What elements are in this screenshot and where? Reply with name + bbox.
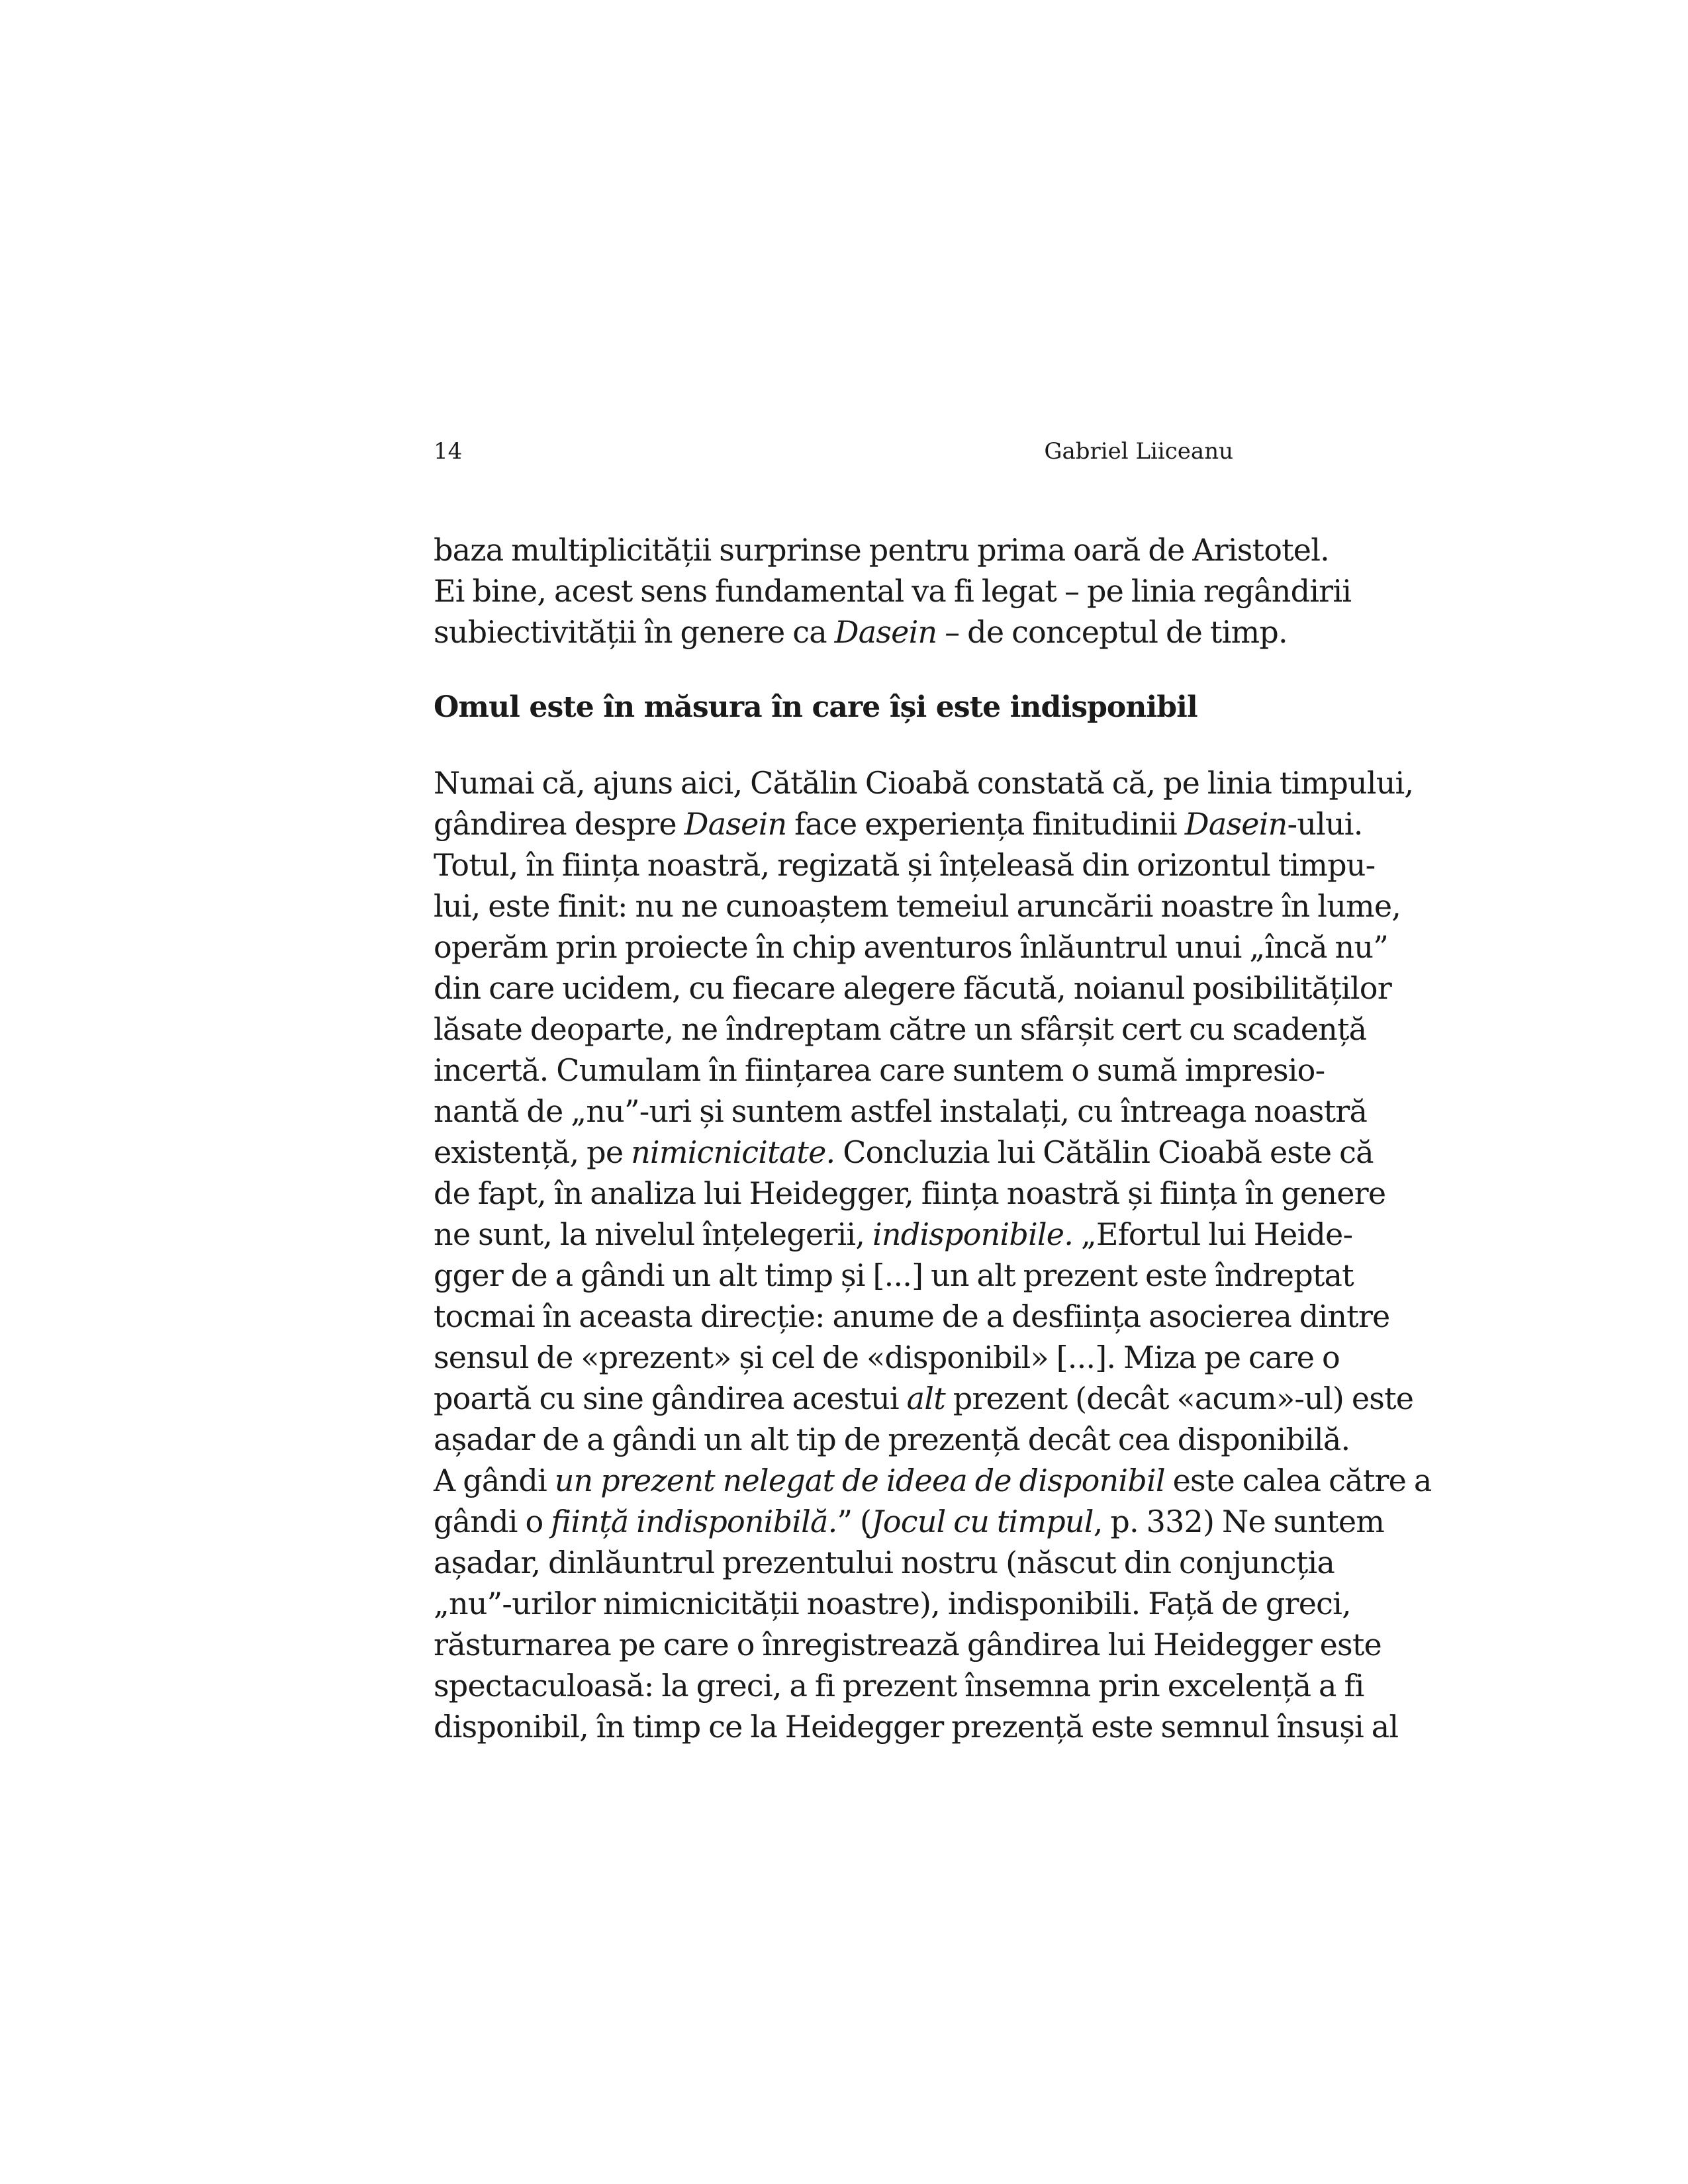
- italic-text: alt: [906, 1381, 945, 1416]
- text-line: gândirea despre Dasein face experiența finitudinii Dasein-ului.: [434, 806, 1363, 842]
- text-line: baza multiplicității surprinse pentru prima oară de Aristotel.: [434, 532, 1329, 568]
- running-head-author: Gabriel Liiceanu: [1044, 438, 1233, 465]
- text-line: disponibil, în timp ce la Heidegger prezență este semnul însuși al: [434, 1709, 1399, 1745]
- text-line: nantă de „nu”-uri și suntem astfel instalați, cu întreaga noastră: [434, 1093, 1368, 1129]
- italic-text: Jocul cu timpul: [871, 1504, 1094, 1539]
- paragraph-1: [434, 529, 1352, 653]
- text-line: lăsate deoparte, ne îndreptam către un sfârșit cert cu scadență: [434, 1011, 1367, 1047]
- text-line: așadar, dinlăuntrul prezentului nostru (născut din conjuncția: [434, 1545, 1335, 1580]
- italic-text: Dasein: [834, 614, 937, 650]
- running-head: [434, 432, 1233, 471]
- text-line: existență, pe nimicnicitate. Concluzia lui Cătălin Cioabă este că: [434, 1134, 1374, 1170]
- paragraph-2: [434, 762, 1432, 1747]
- italic-text: Dasein: [684, 806, 787, 842]
- text-line: Numai că, ajuns aici, Cătălin Cioabă constată că, pe linia timpului,: [434, 765, 1414, 801]
- text-line: subiectivității în genere ca Dasein – de conceptul de timp.: [434, 614, 1288, 650]
- text-line: așadar de a gândi un alt tip de prezență decât cea disponibilă.: [434, 1422, 1350, 1457]
- spacer: [434, 728, 1233, 762]
- spacer: [434, 653, 1233, 687]
- italic-text: ființă indisponibilă.: [551, 1504, 837, 1539]
- text-line: gger de a gândi un alt timp și [...] un alt prezent este îndreptat: [434, 1257, 1354, 1293]
- text-line: lui, este finit: nu ne cunoaștem temeiul aruncării noastre în lume,: [434, 888, 1401, 924]
- text-block: [434, 529, 1432, 1747]
- italic-text: Dasein: [1184, 806, 1288, 842]
- text-line: poartă cu sine gândirea acestui alt prezent (decât «acum»-ul) este: [434, 1381, 1414, 1416]
- text-line: de fapt, în analiza lui Heidegger, ființa noastră și ființa în genere: [434, 1175, 1386, 1211]
- italic-text: un prezent nelegat de ideea de disponibil: [554, 1463, 1165, 1498]
- text-line: incertă. Cumulam în ființarea care suntem o sumă impresio-: [434, 1052, 1325, 1088]
- text-line: gândi o ființă indisponibilă.” (Jocul cu timpul, p. 332) Ne suntem: [434, 1504, 1385, 1539]
- text-line: „nu”-urilor nimicnicității noastre), indisponibili. Față de greci,: [434, 1586, 1351, 1621]
- text-line: operăm prin proiecte în chip aventuros înlăuntrul unui „încă nu”: [434, 929, 1388, 965]
- text-line: spectaculoasă: la greci, a fi prezent însemna prin excelență a fi: [434, 1668, 1364, 1704]
- text-line: sensul de «prezent» și cel de «disponibil» [...]. Miza pe care o: [434, 1340, 1340, 1375]
- text-line: Totul, în ființa noastră, regizată și înțeleasă din orizontul timpu-: [434, 847, 1376, 883]
- text-line: A gândi un prezent nelegat de ideea de disponibil este calea către a: [434, 1463, 1432, 1498]
- page-number: 14: [434, 438, 463, 465]
- text-line: Ei bine, acest sens fundamental va fi legat – pe linia regândirii: [434, 573, 1352, 609]
- text-line: ne sunt, la nivelul înțelegerii, indisponibile. „Efortul lui Heide-: [434, 1216, 1353, 1252]
- text-line: răsturnarea pe care o înregistrează gândirea lui Heidegger este: [434, 1627, 1382, 1662]
- italic-text: nimicnicitate.: [631, 1134, 835, 1170]
- section-heading: Omul este în măsura în care își este indisponibil: [434, 690, 1197, 724]
- text-line: din care ucidem, cu fiecare alegere făcută, noianul posibilităților: [434, 970, 1391, 1006]
- italic-text: indisponibile.: [872, 1216, 1074, 1252]
- text-line: tocmai în aceasta direcție: anume de a desființa asocierea dintre: [434, 1298, 1390, 1334]
